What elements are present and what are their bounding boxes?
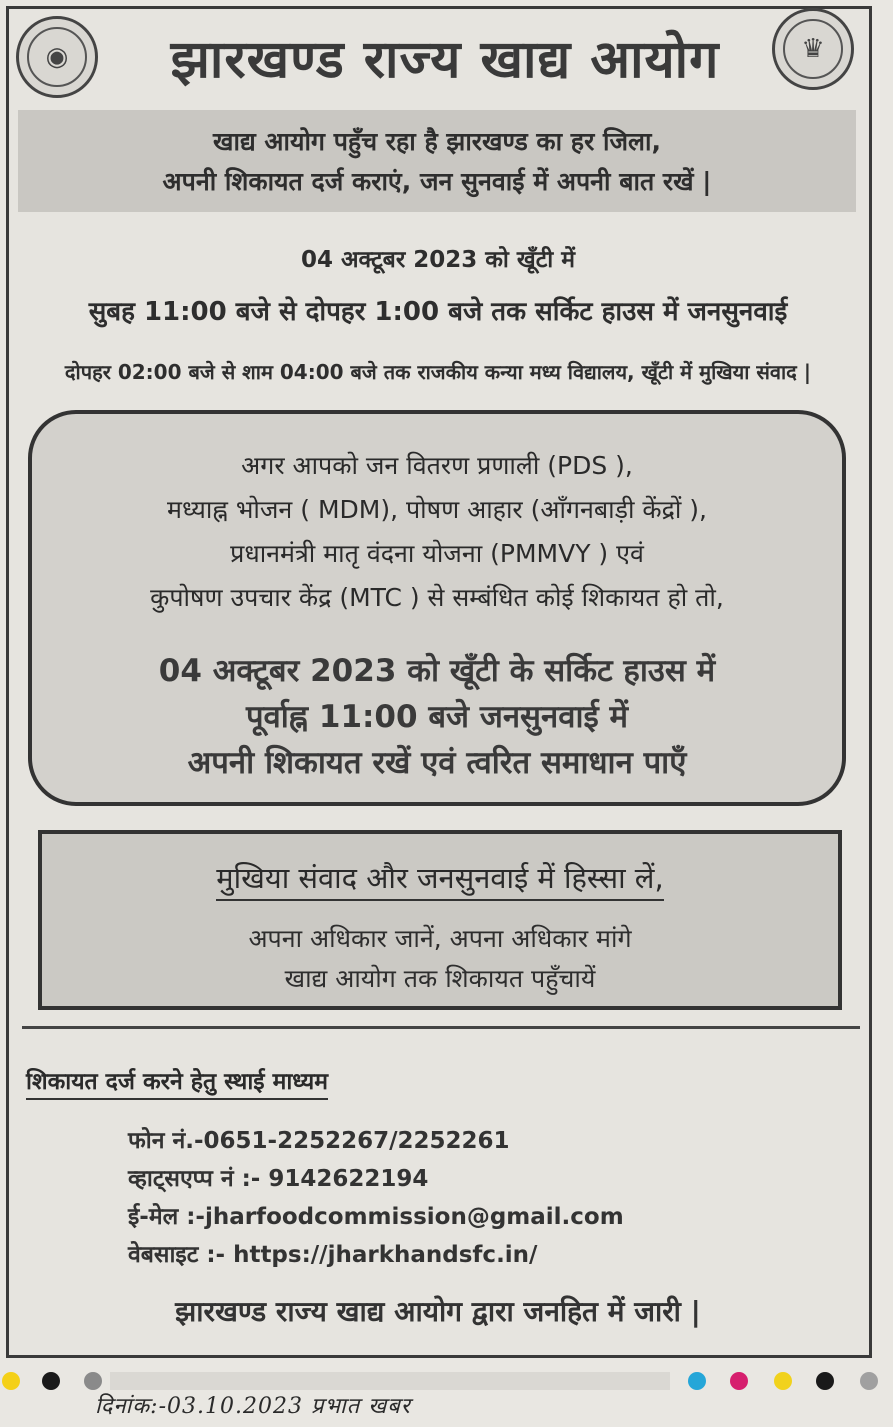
announcement-banner bbox=[18, 110, 856, 212]
highlight-line: पूर्वाह्न 11:00 बजे जनसुनवाई में bbox=[245, 699, 629, 735]
handwritten-date-note: दिनांक:-03.10.2023 प्रभात खबर bbox=[95, 1394, 411, 1419]
contact-phone: फोन नं.-0651-2252267/2252261 bbox=[128, 1128, 510, 1154]
highlight-line: अपनी शिकायत रखें एवं त्वरित समाधान पाएँ bbox=[187, 745, 687, 781]
complaint-line: अगर आपको जन वितरण प्रणाली (PDS ), bbox=[241, 451, 633, 480]
contact-whatsapp: व्हाट्सएप्प नं :- 9142622194 bbox=[128, 1166, 429, 1192]
section-divider bbox=[22, 1026, 860, 1029]
color-mark bbox=[84, 1372, 102, 1390]
morning-hearing-line: सुबह 11:00 बजे से दोपहर 1:00 बजे तक सर्किट हाउस में जनसुनवाई bbox=[88, 297, 788, 327]
color-mark bbox=[816, 1372, 834, 1390]
contact-email: ई-मेल :-jharfoodcommission@gmail.com bbox=[128, 1204, 624, 1230]
complaint-line: कुपोषण उपचार केंद्र (MTC ) से सम्बंधित कोई शिकायत हो तो, bbox=[150, 583, 724, 612]
state-food-commission-seal-icon: ◉ bbox=[16, 16, 98, 98]
highlight-line: 04 अक्टूबर 2023 को खूँटी के सर्किट हाउस में bbox=[158, 653, 716, 689]
complaint-line: मध्याह्न भोजन ( MDM), पोषण आहार (आँगनबाड़ी केंद्रों ), bbox=[167, 495, 707, 524]
hearing-date-line: 04 अक्टूबर 2023 को खूँटी में bbox=[300, 247, 576, 273]
complaint-info-box bbox=[28, 410, 846, 806]
color-mark bbox=[860, 1372, 878, 1390]
color-mark bbox=[688, 1372, 706, 1390]
contact-list bbox=[128, 1122, 624, 1274]
participation-heading: मुखिया संवाद और जनसुनवाई में हिस्सा लें, bbox=[216, 858, 663, 901]
color-mark bbox=[730, 1372, 748, 1390]
afternoon-dialogue-line: दोपहर 02:00 बजे से शाम 04:00 बजे तक राजकीय कन्या मध्य विद्यालय, खूँटी में मुखिया संवाद | bbox=[64, 360, 812, 384]
participation-line: खाद्य आयोग तक शिकायत पहुँचायें bbox=[284, 964, 596, 993]
banner-line: खाद्य आयोग पहुँच रहा है झारखण्ड का हर जिला, bbox=[213, 127, 661, 156]
page-title: झारखण्ड राज्य खाद्य आयोग bbox=[170, 30, 720, 90]
contact-website: वेबसाइट :- https://jharkhandsfc.in/ bbox=[128, 1242, 538, 1268]
color-mark bbox=[774, 1372, 792, 1390]
participation-box bbox=[38, 830, 842, 1010]
complaint-line: प्रधानमंत्री मातृ वंदना योजना (PMMVY ) एवं bbox=[230, 539, 644, 568]
participation-line: अपना अधिकार जानें, अपना अधिकार मांगे bbox=[248, 924, 632, 953]
color-mark bbox=[42, 1372, 60, 1390]
banner-line: अपनी शिकायत दर्ज कराएं, जन सुनवाई में अपनी बात रखें | bbox=[162, 167, 712, 196]
government-emblem-seal-icon: ♛ bbox=[772, 8, 854, 90]
color-mark bbox=[2, 1372, 20, 1390]
contact-heading: शिकायत दर्ज करने हेतु स्थाई माध्यम bbox=[26, 1064, 328, 1100]
footer-issuer: झारखण्ड राज्य खाद्य आयोग द्वारा जनहित में जारी | bbox=[175, 1295, 701, 1328]
